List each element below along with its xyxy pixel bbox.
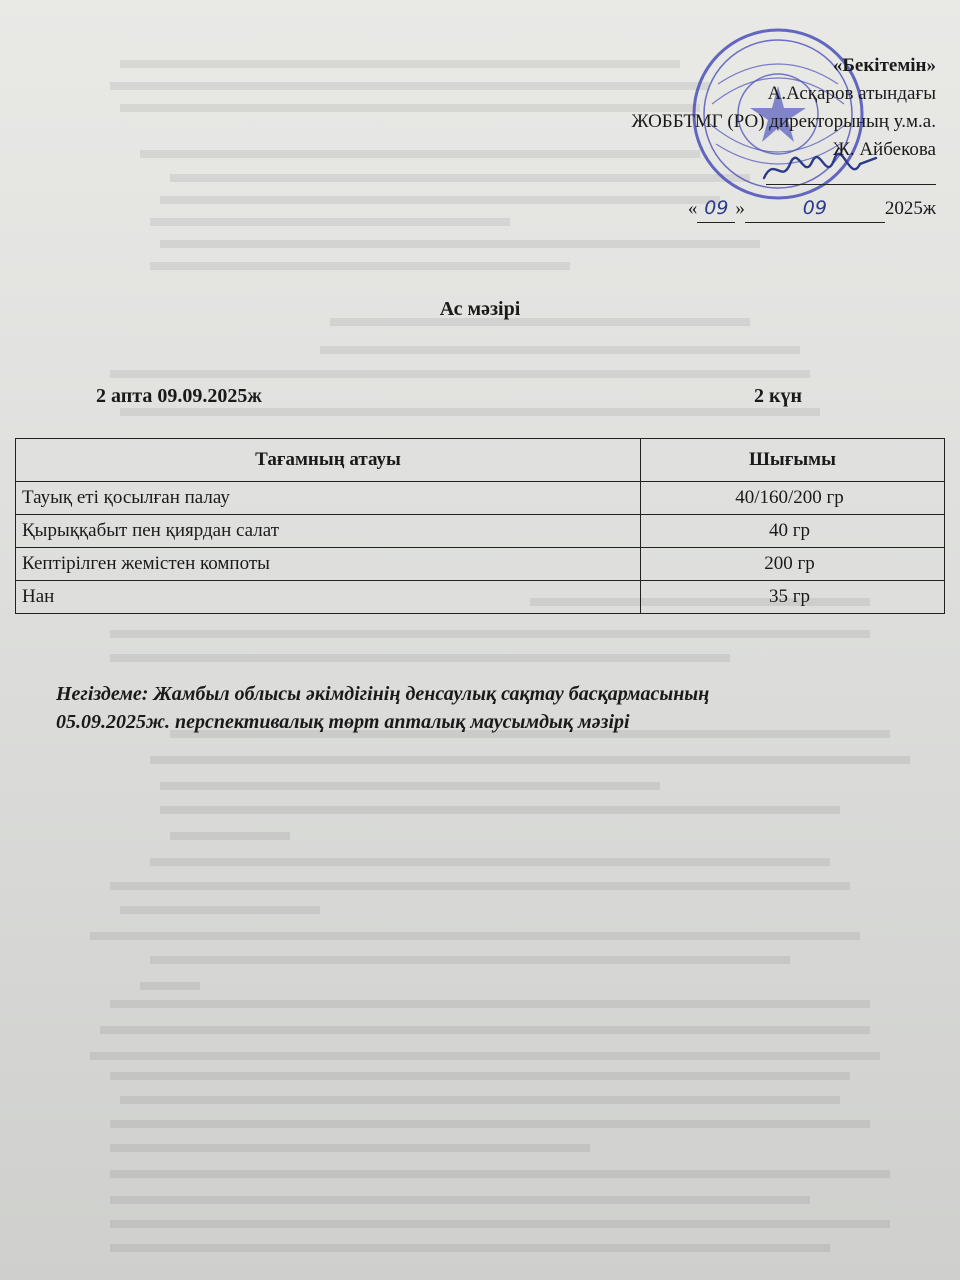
dish-yield: 40 гр [641, 515, 945, 548]
approval-signature-line [632, 164, 936, 194]
approval-heading: «Бекітемін» [832, 55, 936, 76]
table-row [16, 581, 945, 614]
basis-line-1: Негіздеме: Жамбыл облысы әкімдігінің денсаулық сақтау басқармасының [56, 683, 710, 705]
approval-director-line: ЖОББТМГ (РО) директорының у.м.а. [631, 111, 936, 132]
table-row [16, 515, 945, 548]
date-day: 09 [697, 194, 735, 223]
week-date-label: 2 апта 09.09.2025ж [96, 385, 262, 407]
basis-note [56, 680, 709, 736]
date-year: 2025ж [884, 198, 936, 219]
day-label: 2 күн [753, 385, 802, 407]
dish-name: Нан [16, 581, 641, 614]
approval-date: « 09 » 09 2025ж [632, 194, 936, 223]
table-row [16, 548, 945, 581]
page-title: Ас мәзірі [439, 298, 521, 320]
dish-name: Қырыққабыт пен қиярдан салат [16, 515, 641, 548]
dish-yield: 40/160/200 гр [641, 482, 945, 515]
column-header-dish: Тағамның атауы [16, 439, 641, 482]
dish-yield: 35 гр [641, 581, 945, 614]
menu-table [15, 438, 945, 614]
dish-yield: 200 гр [641, 548, 945, 581]
table-header-row [16, 439, 945, 482]
approval-school-line: А.Асқаров атындағы [767, 83, 936, 104]
basis-line-2: 05.09.2025ж. перспективалық төрт апталық маусымдық мәзірі [56, 711, 630, 733]
table-row [16, 482, 945, 515]
approval-name: Ж. Айбекова [832, 139, 936, 160]
approval-block [632, 52, 936, 223]
dish-name: Тауық еті қосылған палау [16, 482, 641, 515]
column-header-yield: Шығымы [641, 439, 945, 482]
date-month: 09 [745, 194, 885, 223]
dish-name: Кептірілген жемістен компоты [16, 548, 641, 581]
